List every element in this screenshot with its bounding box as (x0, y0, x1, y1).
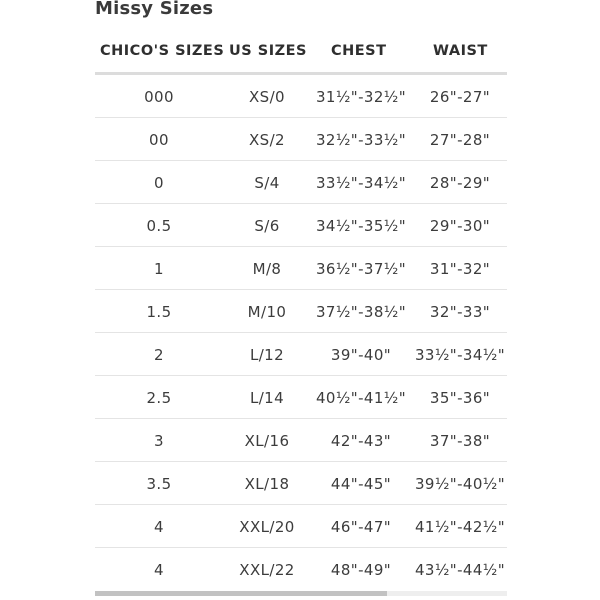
waist-cell: 33½"-34½" (414, 346, 506, 364)
chicos-size-cell: 4 (154, 518, 164, 536)
chest-cell: 36½"-37½" (315, 260, 407, 278)
table-row (95, 505, 507, 548)
scrollbar-thumb[interactable] (95, 591, 387, 596)
us-size-cell: L/14 (249, 389, 285, 407)
chest-cell: 46"-47" (330, 518, 392, 536)
chicos-size-cell: 1 (154, 260, 164, 278)
waist-cell: 27"-28" (429, 131, 491, 149)
table-row (95, 247, 507, 290)
us-size-cell: XL/16 (244, 432, 290, 450)
waist-cell: 28"-29" (429, 174, 491, 192)
chest-cell: 34½"-35½" (315, 217, 407, 235)
chest-cell: 44"-45" (330, 475, 392, 493)
chest-cell: 48"-49" (330, 561, 392, 579)
us-size-cell: XXL/22 (239, 561, 295, 579)
chicos-size-cell: 1.5 (146, 303, 172, 321)
chicos-size-cell: 2.5 (146, 389, 172, 407)
waist-cell: 39½"-40½" (414, 475, 506, 493)
us-size-cell: L/12 (249, 346, 285, 364)
waist-cell: 35"-36" (429, 389, 491, 407)
table-row (95, 204, 507, 247)
page-title: Missy Sizes (95, 0, 214, 19)
waist-cell: 26"-27" (429, 88, 491, 106)
us-size-cell: XXL/20 (239, 518, 295, 536)
table-row (95, 118, 507, 161)
table-row (95, 419, 507, 462)
waist-cell: 41½"-42½" (414, 518, 506, 536)
table-row (95, 548, 507, 591)
chicos-size-cell: 0.5 (146, 217, 172, 235)
column-header-chicos-sizes: CHICO'S SIZES (100, 43, 225, 59)
us-size-cell: S/4 (254, 174, 280, 192)
chicos-size-cell: 2 (154, 346, 164, 364)
chest-cell: 40½"-41½" (315, 389, 407, 407)
us-size-cell: M/10 (247, 303, 287, 321)
chicos-size-cell: 000 (144, 88, 174, 106)
chicos-size-cell: 0 (154, 174, 164, 192)
us-size-cell: XL/18 (244, 475, 290, 493)
chest-cell: 42"-43" (330, 432, 392, 450)
table-row (95, 75, 507, 118)
waist-cell: 37"-38" (429, 432, 491, 450)
us-size-cell: S/6 (254, 217, 280, 235)
table-row (95, 376, 507, 419)
us-size-cell: M/8 (252, 260, 282, 278)
chest-cell: 37½"-38½" (315, 303, 407, 321)
column-header-chest: CHEST (331, 43, 387, 59)
chest-cell: 32½"-33½" (315, 131, 407, 149)
waist-cell: 32"-33" (429, 303, 491, 321)
column-header-waist: WAIST (433, 43, 488, 59)
table-header (95, 43, 507, 65)
chest-cell: 39"-40" (330, 346, 392, 364)
chicos-size-cell: 3 (154, 432, 164, 450)
waist-cell: 43½"-44½" (414, 561, 506, 579)
waist-cell: 29"-30" (429, 217, 491, 235)
table-row (95, 290, 507, 333)
table-row (95, 161, 507, 204)
column-header-us-sizes: US SIZES (229, 43, 307, 59)
chest-cell: 33½"-34½" (315, 174, 407, 192)
table-row (95, 333, 507, 376)
table-row (95, 462, 507, 505)
chicos-size-cell: 4 (154, 561, 164, 579)
us-size-cell: XS/0 (249, 88, 285, 106)
us-size-cell: XS/2 (249, 131, 285, 149)
chest-cell: 31½"-32½" (315, 88, 407, 106)
horizontal-scrollbar[interactable] (95, 591, 507, 596)
waist-cell: 31"-32" (429, 260, 491, 278)
chicos-size-cell: 00 (149, 131, 169, 149)
size-table-body (95, 75, 507, 591)
chicos-size-cell: 3.5 (146, 475, 172, 493)
